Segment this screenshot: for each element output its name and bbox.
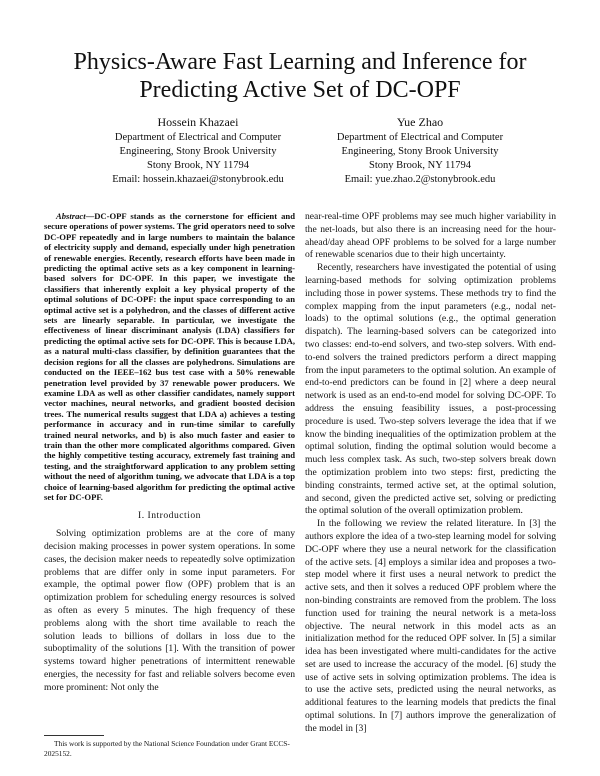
- abstract-label: Abstract: [56, 211, 86, 221]
- body-paragraph: Recently, researchers have investigated the potential of using learning-based methods for solving optimization problems including those in power systems. These methods try to find the complex mapping from the input parameters (e.g., nodal net-loads) to the optimal solutions (e.g., the optimal generation dispatch). The learning-based solvers can be categorized into two classes: end-to-end solvers, and two-step solvers. With end-to-end solvers the trained predictors perform a direct mapping from the input parameters to the optimal solution. An example of end-to-end predictors can be found in [2] where a deep neural network is used as an end-to-end model for solving DC-OPF. To address the ensuing feasibility issues, a post-processing procedure is used. Two-step solvers leverage the idea that if we know the binding inequalities of the optimization problem at the optimal solution, finding the optimal solution would become a much less complex task. As such, two-step solvers break down the optimization problem into two steps: first, predicting the binding constraints, termed active set, at the optimal solution, and second, given the predicted active set, solving or predicting the optimal solution of the overall optimization problem.: [305, 262, 556, 517]
- right-column: [305, 211, 556, 736]
- author-name: Hossein Khazaei: [157, 115, 239, 129]
- body-paragraph: In the following we review the related literature. In [3] the authors explore the idea of a two-step learning model for solving DC-OPF where they use a neural network for the classification of the active sets. [4] employs a similar idea and proposes a two-step model where it first uses a neural network to predict the active sets, and then it solves a reduced OPF problem where the non-binding constraints are removed from the problem. The loss function used for training the neural network is a meta-loss objective. The neural network in this model acts as an initialization method for the reduced OPF solver. In [5] a similar idea has been investigated where multi-candidates for the active set are used to increase the accuracy of the model. [6] study the use of active sets in solving optimization problems. The idea is to use the active sets, predicted using the neural networks, as additional features to the learning models that predicts the final optimal solutions. In [7] authors improve the generalization of the model in [3]: [305, 518, 556, 734]
- author-affiliation: Engineering, Stony Brook University: [119, 146, 277, 157]
- author-block-2: [300, 114, 540, 187]
- author-email: Email: yue.zhao.2@stonybrook.edu: [344, 174, 496, 185]
- intro-paragraph: Solving optimization problems are at the core of many decision making processes in power system operations. In some cases, the decision maker needs to repeatedly solve optimization problems that are differ only in some input parameters. For example, the optimal power flow (OPF) problem that is an optimization problem for scheduling energy resources is solved as often as every 5 minutes. The high frequency of these problems along with the short time available to reach the solution leads to billions of dollars in loss due to the suboptimality of the solutions [1]. With the transition of power systems toward higher penetrations of intermittent renewable energies, the necessity for fast and reliable solvers become even more prominent: Not only the: [44, 528, 295, 693]
- abstract: [44, 211, 295, 502]
- left-column: [44, 211, 295, 695]
- author-block-1: [78, 114, 318, 187]
- author-address: Stony Brook, NY 11794: [147, 160, 249, 171]
- body-paragraph: near-real-time OPF problems may see much higher variability in the net-loads, but also there is an increasing need for the hour-ahead/day ahead OPF problems to be solved for a large number of renewable scenarios due to their high uncertainty.: [305, 211, 556, 261]
- author-department: Department of Electrical and Computer: [336, 132, 504, 143]
- author-address: Stony Brook, NY 11794: [369, 160, 471, 171]
- section-heading-introduction: I. Introduction: [138, 510, 201, 522]
- abstract-text: —DC-OPF stands as the cornerstone for efficient and secure operations of power systems. The grid operators need to solve DC-OPF repeatedly and in large numbers to maintain the balance of electricity supply and demand, especially under high penetration of renewable energies. Recently, research efforts have been made in predicting the optimal active sets as a key component in learning-based solvers for DC-OPF. In this paper, we investigate the classifiers that inherently exploit a key physical property of the optimal solutions of DC-OPF: the input space corresponding to an optimal active set is a polyhedron, and the classes of different active sets are linearly separable. In particular, we investigate the effectiveness of linear discriminant analysis (LDA) classifiers for predicting the optimal active sets for DC-OPF. This is because LDA, as a natural multi-class classifier, by definition guarantees that the decision regions for all the classes are polyhedrons. Simulations are conducted on the IEEE–162 bus test case with a 50% renewable penetration level provided by 37 renewable power producers. We examine LDA as well as other classifier candidates, namely support vector machines, neural networks, and gradient boosted decision trees. The numerical results suggest that LDA a) achieves a testing performance in accuracy and in run-time similar to carefully trained neural networks, and b) is also much faster and easier to train than the other more complicated algorithms compared. Given the highly competitive testing accuracy, extremely fast training and testing, and the straightforward application to any problem setting without the need of algorithm tuning, we advocate that LDA is a top choice of learning-based algorithm for predicting the optimal active set for DC-OPF.: [44, 211, 295, 502]
- funding-footnote: This work is supported by the National Science Foundation under Grant ECCS-2025152.: [44, 739, 290, 758]
- author-department: Department of Electrical and Computer: [114, 132, 282, 143]
- author-affiliation: Engineering, Stony Brook University: [341, 146, 499, 157]
- footnote-rule: [44, 735, 104, 736]
- paper-title: Physics-Aware Fast Learning and Inference for Predicting Active Set of DC-OPF: [73, 49, 527, 103]
- author-email: Email: hossein.khazaei@stonybrook.edu: [112, 174, 284, 185]
- author-name: Yue Zhao: [396, 115, 444, 129]
